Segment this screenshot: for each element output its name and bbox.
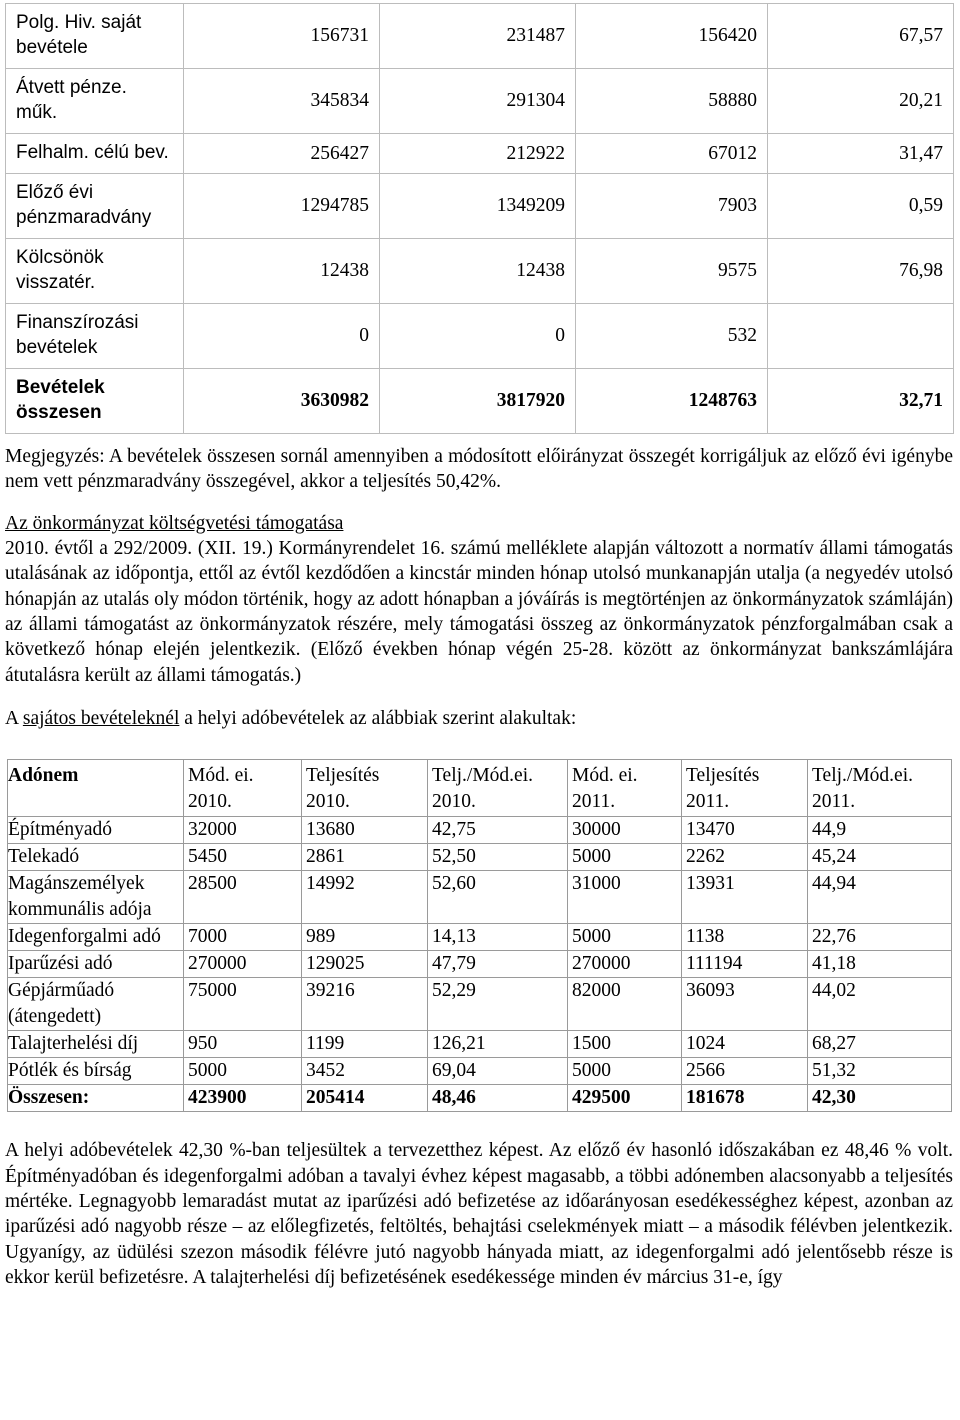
tax-cell: 44,9 — [808, 817, 952, 844]
income-row — [6, 304, 954, 369]
income-cell: 0,59 — [768, 174, 954, 239]
tax-row — [8, 817, 952, 844]
column-header: Adónem — [8, 760, 184, 817]
tax-cell: 28500 — [184, 871, 302, 924]
tax-cell: 52,29 — [428, 978, 568, 1031]
income-cell: 532 — [576, 304, 768, 369]
tax-type: Idegenforgalmi adó — [8, 924, 184, 951]
column-header: Teljesítés 2011. — [682, 760, 808, 817]
tax-cell: 5000 — [568, 844, 682, 871]
income-cell: 345834 — [184, 69, 380, 134]
income-row-label: Bevételek összesen — [6, 369, 184, 434]
column-header: Teljesítés 2010. — [302, 760, 428, 817]
total-cell: 42,30 — [808, 1085, 952, 1112]
tax-cell: 2861 — [302, 844, 428, 871]
document-page — [5, 3, 953, 1291]
income-cell: 0 — [380, 304, 576, 369]
tax-cell: 13470 — [682, 817, 808, 844]
tax-cell: 1500 — [568, 1031, 682, 1058]
column-header: Telj./Mód.ei. 2010. — [428, 760, 568, 817]
tax-cell: 36093 — [682, 978, 808, 1031]
tax-cell: 1199 — [302, 1031, 428, 1058]
column-header: Mód. ei. 2010. — [184, 760, 302, 817]
income-cell: 231487 — [380, 4, 576, 69]
tax-cell: 14992 — [302, 871, 428, 924]
income-cell: 0 — [184, 304, 380, 369]
tax-cell: 2262 — [682, 844, 808, 871]
income-cell: 156420 — [576, 4, 768, 69]
tax-cell: 989 — [302, 924, 428, 951]
local-tax-table — [7, 759, 952, 1112]
tax-cell: 1138 — [682, 924, 808, 951]
income-cell: 9575 — [576, 239, 768, 304]
tax-cell: 1024 — [682, 1031, 808, 1058]
tax-cell: 13931 — [682, 871, 808, 924]
income-cell: 12438 — [380, 239, 576, 304]
tax-row — [8, 1031, 952, 1058]
tax-cell: 39216 — [302, 978, 428, 1031]
tax-total-row — [8, 1085, 952, 1112]
income-cell: 7903 — [576, 174, 768, 239]
tax-cell: 5450 — [184, 844, 302, 871]
tax-cell: 75000 — [184, 978, 302, 1031]
tax-cell: 5000 — [184, 1058, 302, 1085]
tax-cell: 2566 — [682, 1058, 808, 1085]
note-paragraph: Megjegyzés: A bevételek összesen sornál amennyiben a módosított előirányzat összegét korrigáljuk az előző évi igénybe nem vett pénzmaradvány összegével, akkor a teljesítés 50,42%. — [5, 446, 953, 493]
tax-cell: 82000 — [568, 978, 682, 1031]
budget-support-section — [5, 511, 953, 688]
tax-cell: 51,32 — [808, 1058, 952, 1085]
income-row-label: Kölcsönök visszatér. — [6, 239, 184, 304]
income-cell: 212922 — [380, 134, 576, 174]
section-heading: Az önkormányzat költségvetési támogatása — [5, 512, 344, 534]
closing-paragraph: A helyi adóbevételek 42,30 %-ban teljesültek a tervezetthez képest. Az előző év hasonló időszakában ez 48,46 % volt. Építményadóban és idegenforgalmi adóban a tavalyi évhez képest magasabb, a többi adónemben alacsonyabb a teljesítés mértéke. Legnagyobb lemaradást mutat az iparűzési adó befizetése az időarányosan esedékességhez képest, azonban az iparűzési adó nagyobb része – az előlegfizetés, feltöltés, behajtási cselekmények miatt – a második félévben jelentkezik. Ugyanígy, az üdülési szezon második félévre jutó nagyobb hányada miatt, az idegenforgalmi adó jelentősebb része is ekkor kerül befizetésre. A talajterhelési díj befizetésének esedékessége minden év március 31-e, így — [5, 1140, 953, 1289]
tax-cell: 7000 — [184, 924, 302, 951]
total-cell: 205414 — [302, 1085, 428, 1112]
income-row — [6, 4, 954, 69]
income-cell: 67,57 — [768, 4, 954, 69]
tax-cell: 42,75 — [428, 817, 568, 844]
tax-cell: 44,02 — [808, 978, 952, 1031]
income-row — [6, 134, 954, 174]
tax-type: Talajterhelési díj — [8, 1031, 184, 1058]
tax-cell: 52,50 — [428, 844, 568, 871]
income-cell: 1248763 — [576, 369, 768, 434]
income-cell: 3630982 — [184, 369, 380, 434]
tax-row — [8, 844, 952, 871]
intro-before: A — [5, 708, 19, 730]
tax-type: Gépjárműadó (átengedett) — [8, 978, 184, 1031]
tax-cell: 68,27 — [808, 1031, 952, 1058]
tax-cell: 129025 — [302, 951, 428, 978]
total-cell: 429500 — [568, 1085, 682, 1112]
tax-cell: 111194 — [682, 951, 808, 978]
tax-cell: 41,18 — [808, 951, 952, 978]
income-row-label: Felhalm. célú bev. — [6, 134, 184, 174]
tax-cell: 69,04 — [428, 1058, 568, 1085]
income-cell: 76,98 — [768, 239, 954, 304]
income-table — [5, 3, 954, 434]
tax-cell: 44,94 — [808, 871, 952, 924]
tax-cell: 126,21 — [428, 1031, 568, 1058]
intro-after: a helyi adóbevételek az alábbiak szerint alakultak: — [184, 708, 577, 730]
tax-cell: 3452 — [302, 1058, 428, 1085]
tax-type: Pótlék és bírság — [8, 1058, 184, 1085]
income-row — [6, 369, 954, 434]
tax-cell: 13680 — [302, 817, 428, 844]
tax-cell: 30000 — [568, 817, 682, 844]
tax-row — [8, 951, 952, 978]
budget-support-paragraph — [5, 536, 953, 688]
budget-support-text: számú melléklete alapján változott a normatív állami támogatás utalásának az időpontja, ettől az évtől kezdődően a kincstár minden hónap utolsó munkanapján utalja (a negyedév utolsó hónapján az utalás oly módon történik, hogy az adott hónapban a jóváírás is megtörténjen az önkormányzatok számláján) az állami támogatást az önkormányzatok részére, mely támogatási összeg az önkormányzatok pénzforgalmában csak a következő hónap elején jelentkezik. (Előző években hónap végén 25-28. között az önkormányzat bankszámlájára átutalásra került az állami támogatás.) — [5, 538, 954, 686]
total-cell: 48,46 — [428, 1085, 568, 1112]
tax-cell: 5000 — [568, 1058, 682, 1085]
income-cell: 58880 — [576, 69, 768, 134]
total-cell: 423900 — [184, 1085, 302, 1112]
income-row-label: Átvett pénze. műk. — [6, 69, 184, 134]
tax-cell: 31000 — [568, 871, 682, 924]
total-cell: 181678 — [682, 1085, 808, 1112]
tax-cell: 32000 — [184, 817, 302, 844]
tax-cell: 45,24 — [808, 844, 952, 871]
income-row-label: Polg. Hiv. saját bevétele — [6, 4, 184, 69]
tax-cell: 5000 — [568, 924, 682, 951]
column-header: Telj./Mód.ei. 2011. — [808, 760, 952, 817]
intro-underlined: sajátos bevételeknél — [22, 708, 180, 730]
tax-cell: 14,13 — [428, 924, 568, 951]
income-row — [6, 174, 954, 239]
tax-cell: 22,76 — [808, 924, 952, 951]
total-label: Összesen: — [8, 1085, 184, 1112]
income-row-label: Finanszírozási bevételek — [6, 304, 184, 369]
regulation-reference: 2010. évtől a 292/2009. (XII. 19.) Kormányrendelet 16. — [5, 538, 446, 560]
income-cell: 156731 — [184, 4, 380, 69]
tax-type: Telekadó — [8, 844, 184, 871]
income-cell: 20,21 — [768, 69, 954, 134]
tax-row — [8, 1058, 952, 1085]
income-row-label: Előző évi pénzmaradvány — [6, 174, 184, 239]
tax-cell: 47,79 — [428, 951, 568, 978]
income-cell: 1294785 — [184, 174, 380, 239]
tax-cell: 270000 — [184, 951, 302, 978]
income-cell: 1349209 — [380, 174, 576, 239]
tax-cell: 950 — [184, 1031, 302, 1058]
income-cell: 291304 — [380, 69, 576, 134]
tax-row — [8, 978, 952, 1031]
tax-intro — [5, 706, 953, 731]
income-cell — [768, 304, 954, 369]
income-cell: 3817920 — [380, 369, 576, 434]
income-cell: 256427 — [184, 134, 380, 174]
income-cell: 31,47 — [768, 134, 954, 174]
tax-cell: 52,60 — [428, 871, 568, 924]
income-cell: 12438 — [184, 239, 380, 304]
tax-type: Építményadó — [8, 817, 184, 844]
income-row — [6, 69, 954, 134]
income-row — [6, 239, 954, 304]
income-cell: 67012 — [576, 134, 768, 174]
column-header: Mód. ei. 2011. — [568, 760, 682, 817]
tax-type: Iparűzési adó — [8, 951, 184, 978]
tax-type: Magánszemélyek kommunális adója — [8, 871, 184, 924]
tax-row — [8, 924, 952, 951]
income-cell: 32,71 — [768, 369, 954, 434]
tax-table-header — [8, 760, 952, 817]
tax-cell: 270000 — [568, 951, 682, 978]
tax-row — [8, 871, 952, 924]
